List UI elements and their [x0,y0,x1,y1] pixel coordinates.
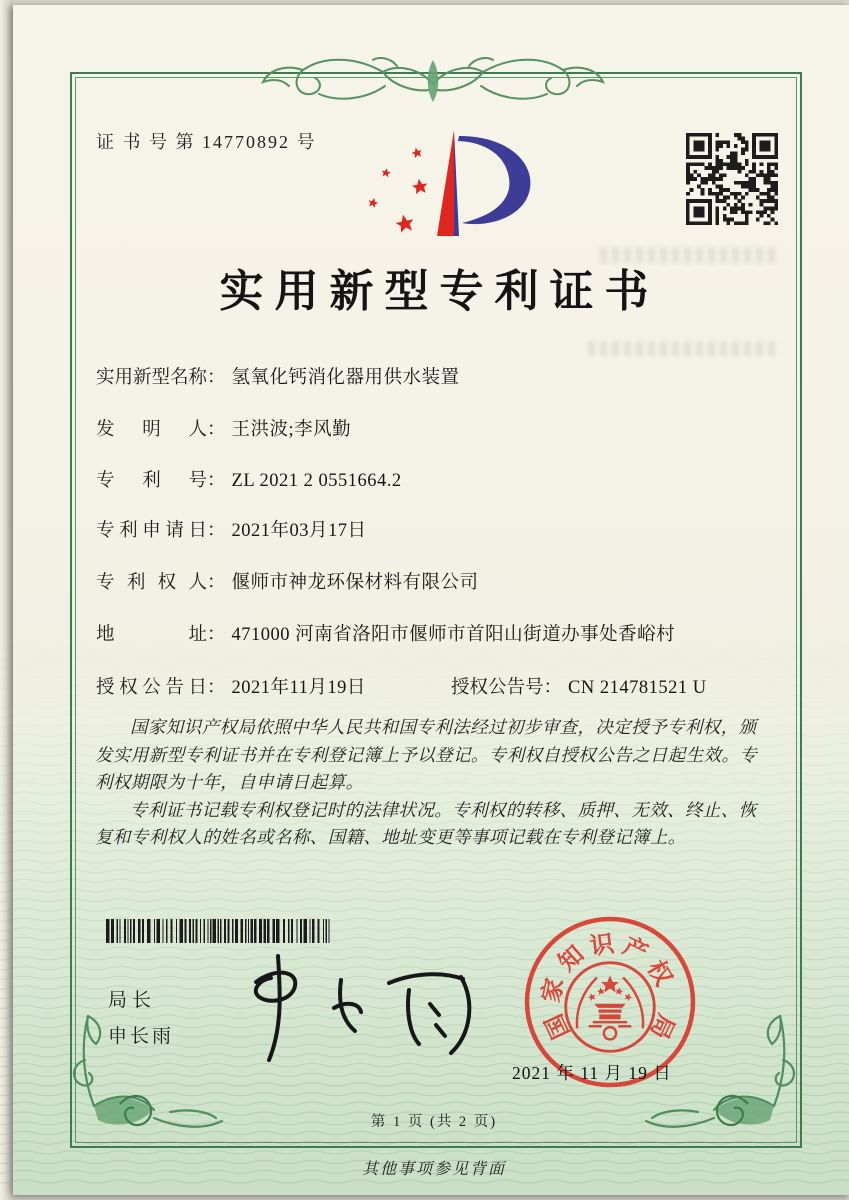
legal-text [95,714,769,852]
back-side-note: 其他事项参见背面 [361,1161,506,1178]
page-number: 第 1 页 (共 2 页) [370,1114,498,1130]
certificate-number: 证 书 号 第 14770892 号 [96,132,317,152]
field-row-name [96,363,768,389]
field-row-inventors [96,415,768,441]
field-colon: ： [207,521,226,541]
field-label: 专利号 [96,471,207,491]
field-value: 氢氧化钙消化器用供水装置 [231,368,460,388]
seal-character: 权 [642,956,677,991]
field-label: 发明人 [96,420,207,440]
field-label: 专利申请日 [96,521,207,541]
field-label: 地址 [96,625,207,645]
seal-character: 局 [644,1009,679,1043]
seal-date: 2021 年 11 月 19 日 [512,1063,672,1083]
field-row-patent-number [96,466,768,492]
field-value: 2021年11月19日 [231,678,366,698]
seal-character: 知 [554,941,590,978]
field-label: 实用新型名称 [96,368,208,388]
print-through-artifact [588,341,780,356]
print-through-artifact [600,247,778,264]
field-colon: ： [207,368,226,388]
field-row-filing-date [96,516,768,542]
legal-paragraph: 专利证书记载专利权登记时的法律状况。专利权的转移、质押、无效、终止、恢复和专利权人的姓名或名称、国籍、地址变更等事项记载在专利登记簿上。 [95,799,757,847]
field-grant-number [451,673,707,699]
field-colon: ： [207,678,226,698]
seal-character: 国 [541,1009,576,1043]
field-colon: ： [207,420,226,440]
director-name: 申长雨 [108,1026,175,1047]
field-label: 专利权人 [96,573,207,593]
director-signature-handwriting [222,946,472,1066]
certificate-title: 实用新型专利证书 [219,267,660,316]
field-value: 王洪波;李风勤 [231,420,352,440]
field-colon: ： [207,471,226,491]
field-value: 471000 河南省洛阳市偃师市首阳山街道办事处香峪村 [231,625,676,645]
field-value: 偃师市神龙环保材料有限公司 [231,573,479,593]
field-row-grant-date [96,673,768,699]
barcode [104,919,336,943]
field-row-patentee [96,568,768,594]
seal-character: 识 [588,930,616,961]
field-label: 授权公告日 [96,678,207,698]
field-colon: ： [207,573,226,593]
field-label: 授权公告号 [451,678,544,698]
cnipa-logo-icon [358,126,546,244]
legal-paragraph: 国家知识产权局依照中华人民共和国专利法经过初步审查，决定授予专利权，颁发实用新型专利证书并在专利登记簿上予以登记。专利权自授权公告之日起生效。专利权期限为十年，自申请日起算。 [95,717,758,792]
scan-edge [0,0,13,1200]
field-colon: ： [543,678,563,698]
field-colon: ： [207,625,226,645]
field-value: ZL 2021 2 0551664.2 [231,471,402,491]
field-row-address [96,620,768,646]
seal-character: 产 [618,933,652,968]
director-title: 局长 [108,990,157,1011]
qr-code [686,133,778,225]
seal-character: 家 [539,975,570,1005]
field-value: 2021年03月17日 [231,521,367,541]
field-value: CN 214781521 U [568,678,707,698]
